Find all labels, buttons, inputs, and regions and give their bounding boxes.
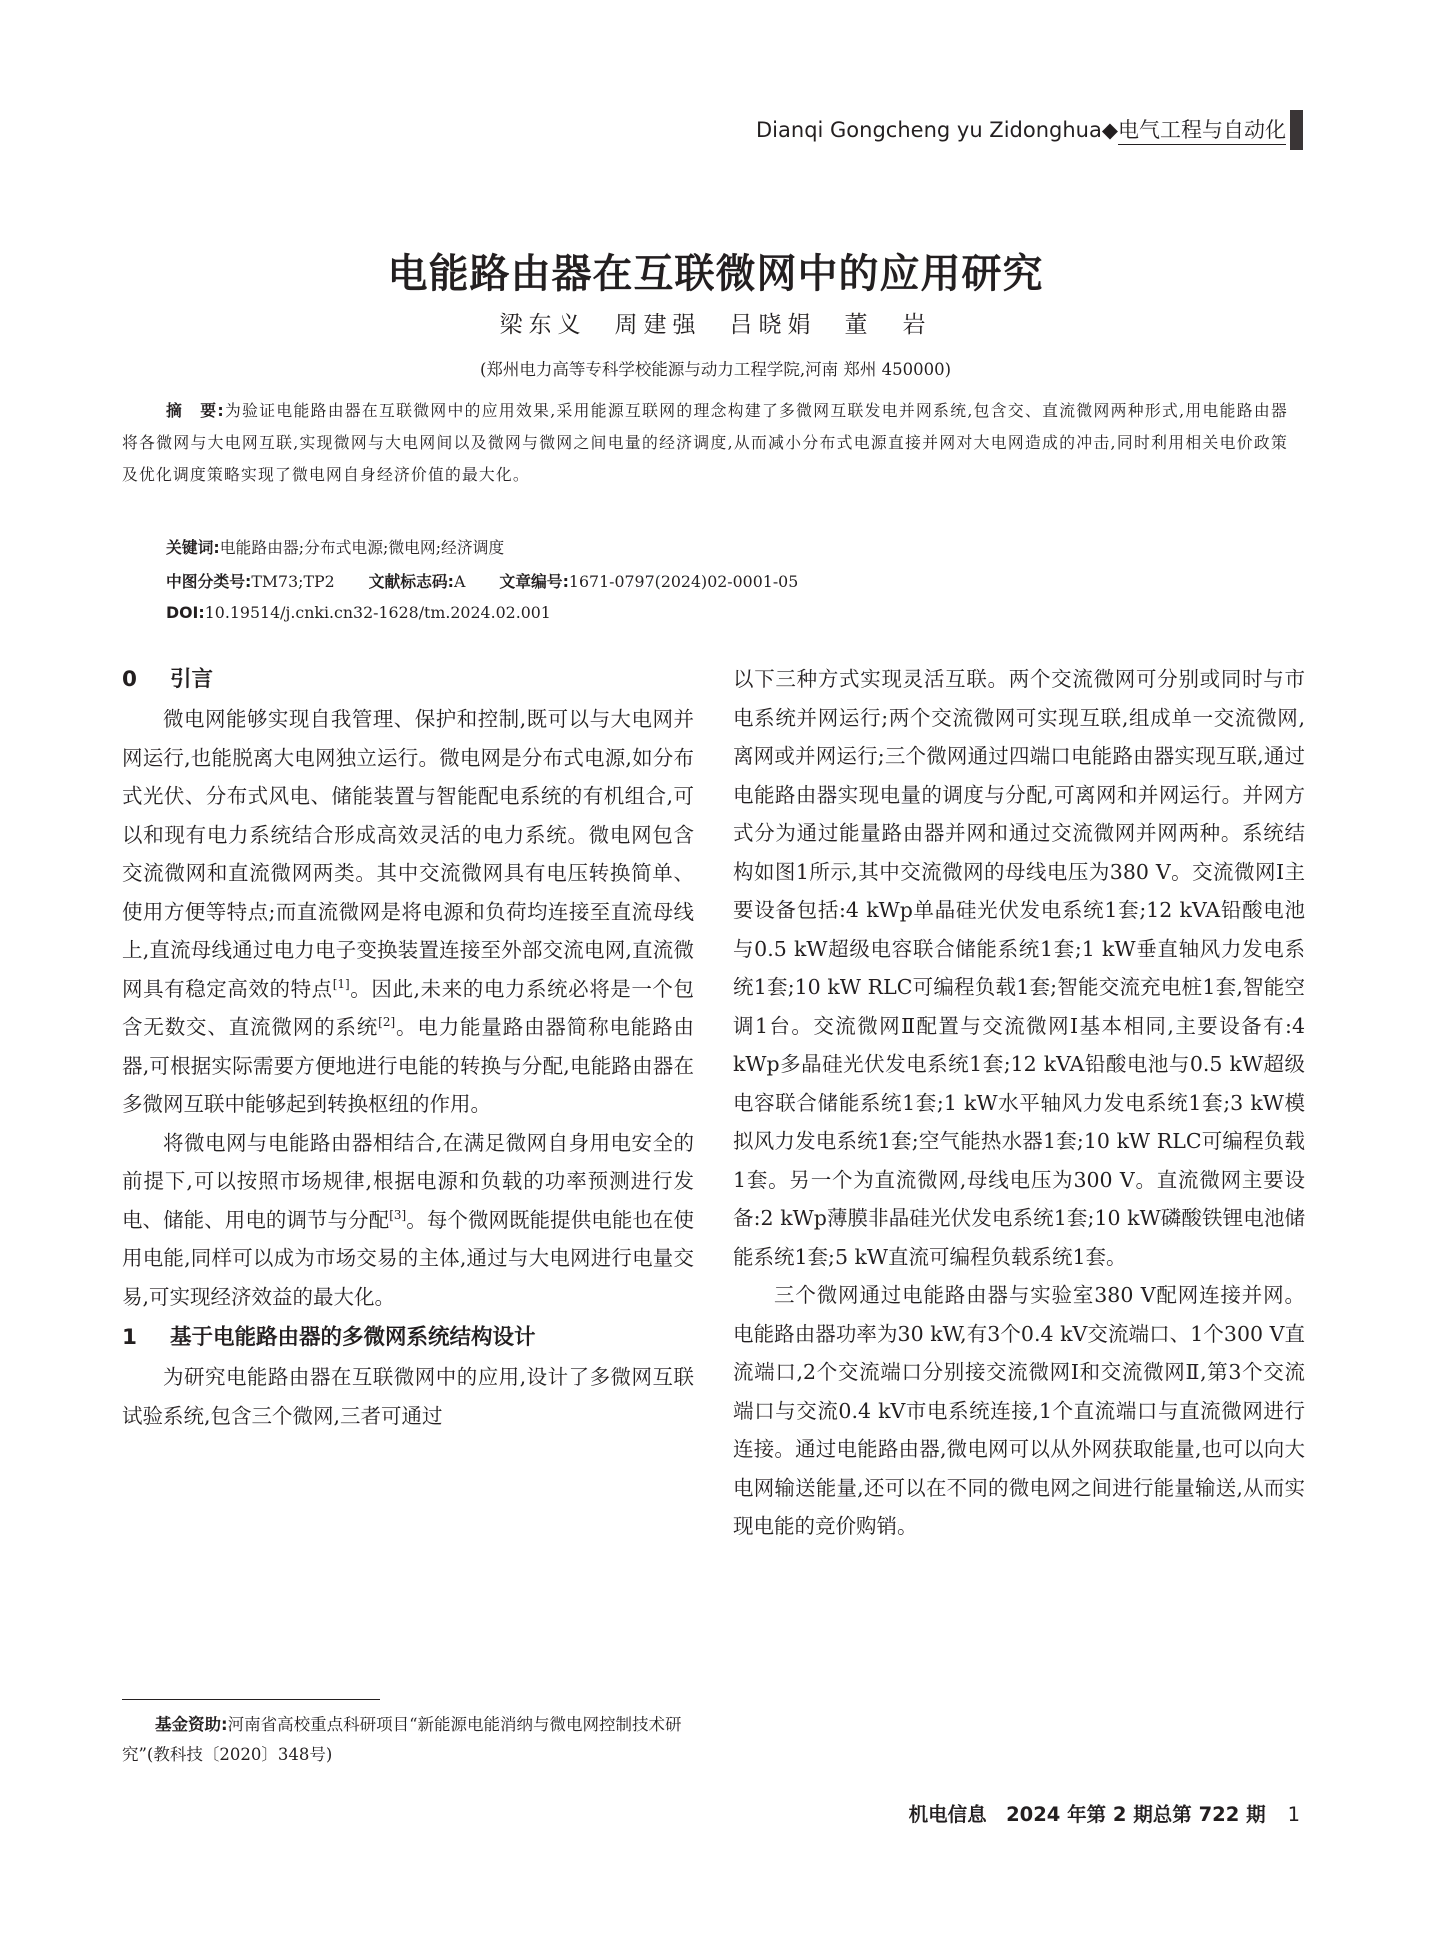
abstract-text: 为验证电能路由器在互联微网中的应用效果,采用能源互联网的理念构建了多微网互联发电并网系统,包含交、直流微网两种形式,用电能路由器将各微网与大电网互联,实现微网与大电网间以及微网与微网之间电量的经济调度,从而减小分布式电源直接并网对大电网造成的冲击,同时利用相关电价政策及优化调度策略实现了微电网自身经济价值的最大化。 [122, 401, 1288, 484]
paragraph-text: 。因此,未来的电力系统必将是一个包含无数交、直流微网的系统 [122, 976, 694, 1039]
header-bar-mark [1290, 110, 1303, 150]
article-no-value: 1671-0797(2024)02-0001-05 [568, 572, 799, 591]
clc-value: TM73;TP2 [251, 572, 335, 591]
citation-ref[interactable]: [2] [378, 1015, 396, 1030]
article-no-label: 文章编号: [499, 572, 569, 591]
footer-journal-issue: 机电信息 2024 年第 2 期总第 722 期 [908, 1803, 1266, 1826]
abstract-label: 摘 要: [166, 401, 225, 420]
paragraph-text: 微电网能够实现自我管理、保护和控制,既可以与大电网并网运行,也能脱离大电网独立运行。微电网是分布式电源,如分布式光伏、分布式风电、储能装置与智能配电系统的有机组合,可以和现有电力系统结合形成高效灵活的电力系统。微电网包含交流微网和直流微网两类。其中交流微网具有电压转换简单、使用方便等特点;而直流微网是将电源和负荷均连接至直流母线上,直流母线通过电力电子变换装置连接至外部交流电网,直流微网具有稳定高效的特点 [122, 707, 694, 1001]
paper-title: 电能路由器在互联微网中的应用研究 [387, 251, 1044, 297]
doi-label: DOI: [166, 603, 205, 622]
left-column [122, 660, 694, 1435]
funding-footnote [122, 1710, 694, 1770]
journal-name-cn: 电气工程与自动化 [1118, 118, 1286, 145]
paragraph-text: 将微电网与电能路由器相结合,在满足微网自身用电安全的前提下,可以按照市场规律,根据电源和负载的功率预测进行发电、储能、用电的调节与分配 [122, 1130, 694, 1232]
section-heading-0 [122, 660, 694, 700]
section-number: 1 [122, 1325, 137, 1350]
author-name: 吕晓娟 [729, 312, 817, 338]
body-paragraph: 以下三种方式实现灵活互联。两个交流微网可分别或同时与市电系统并网运行;两个交流微网可实现互联,组成单一交流微网,离网或并网运行;三个微网通过四端口电能路由器实现互联,通过电能路由器实现电量的调度与分配,可离网和并网运行。并网方式分为通过能量路由器并网和通过交流微网并网两种。系统结构如图1所示,其中交流微网的母线电压为380 V。交流微网Ⅰ主要设备包括:4 kWp单晶硅光伏发电系统1套;12 kVA铅酸电池与0.5 kW超级电容联合储能系统1套;1 kW垂直轴风力发电系统1套;10 kW RLC可编程负载1套;智能交流充电桩1套,智能空调1台。交流微网Ⅱ配置与交流微网Ⅰ基本相同,主要设备有:4 kWp多晶硅光伏发电系统1套;12 kVA铅酸电池与0.5 kW超级电容联合储能系统1套;1 kW水平轴风力发电系统1套;3 kW模拟风力发电系统1套;空气能热水器1套;10 kW RLC可编程负载1套。另一个为直流微网,母线电压为300 V。直流微网主要设备:2 kWp薄膜非晶硅光伏发电系统1套;10 kW磷酸铁锂电池储能系统1套;5 kW直流可编程负载系统1套。 [733, 667, 1305, 1269]
doi-link[interactable]: 10.19514/j.cnki.cn32-1628/tm.2024.02.001 [204, 603, 551, 622]
affiliation: (郑州电力高等专科学校能源与动力工程学院,河南 郑州 450000) [479, 360, 952, 379]
footnote-rule [122, 1699, 380, 1700]
citation-ref[interactable]: [3] [389, 1207, 407, 1222]
body-paragraph [122, 1124, 694, 1317]
abstract [122, 395, 1288, 491]
section-heading-1 [122, 1318, 694, 1358]
doc-code-value: A [453, 572, 466, 591]
page-footer [880, 1799, 1300, 1827]
page-number: 1 [1287, 1803, 1300, 1826]
section-number: 0 [122, 667, 137, 692]
author-list [0, 306, 1431, 339]
section-title: 引言 [170, 667, 214, 692]
author-name: 董 岩 [844, 312, 932, 338]
body-paragraph: 三个微网通过电能路由器与实验室380 V配网连接并网。电能路由器功率为30 kW,有3个0.4 kV交流端口、1个300 V直流端口,2个交流端口分别接交流微网Ⅰ和交流微网Ⅱ,第3个交流端口与交流0.4 kV市电系统连接,1个直流端口与直流微网进行连接。通过电能路由器,微电网可以从外网获取能量,也可以向大电网输送能量,还可以在不同的微电网之间进行能量输送,从而实现电能的竞价购销。 [733, 1283, 1305, 1538]
paragraph-text: 。电力能量路由器简称电能路由器,可根据实际需要方便地进行电能的转换与分配,电能路由器在多微网互联中能够起到转换枢纽的作用。 [122, 1015, 695, 1116]
classification-line [166, 569, 798, 592]
keywords-text: 电能路由器;分布式电源;微电网;经济调度 [219, 538, 505, 557]
header-diamond-icon: ◆ [1101, 118, 1118, 142]
keywords [166, 535, 504, 558]
doc-code-label: 文献标志码: [368, 572, 454, 591]
funding-label: 基金资助: [155, 1715, 228, 1734]
clc-label: 中图分类号: [166, 572, 252, 591]
author-name: 周建强 [614, 312, 702, 338]
paragraph-text: 。每个微网既能提供电能也在使用电能,同样可以成为市场交易的主体,通过与大电网进行电量交易,可实现经济效益的最大化。 [122, 1207, 695, 1309]
body-paragraph [122, 700, 694, 1124]
funding-text: 河南省高校重点科研项目“新能源电能消纳与微电网控制技术研究”(教科技〔2020〕348号) [122, 1715, 682, 1764]
doi-line [166, 603, 551, 622]
citation-ref[interactable]: [1] [332, 976, 350, 991]
author-name: 梁东义 [499, 312, 587, 338]
right-column [733, 660, 1305, 1546]
running-header [700, 114, 1286, 144]
body-paragraph: 为研究电能路由器在互联微网中的应用,设计了多微网互联试验系统,包含三个微网,三者可通过 [122, 1365, 694, 1428]
journal-name-pinyin: Dianqi Gongcheng yu Zidonghua [756, 118, 1102, 142]
section-title: 基于电能路由器的多微网系统结构设计 [170, 1325, 536, 1350]
keywords-label: 关键词: [166, 538, 220, 557]
